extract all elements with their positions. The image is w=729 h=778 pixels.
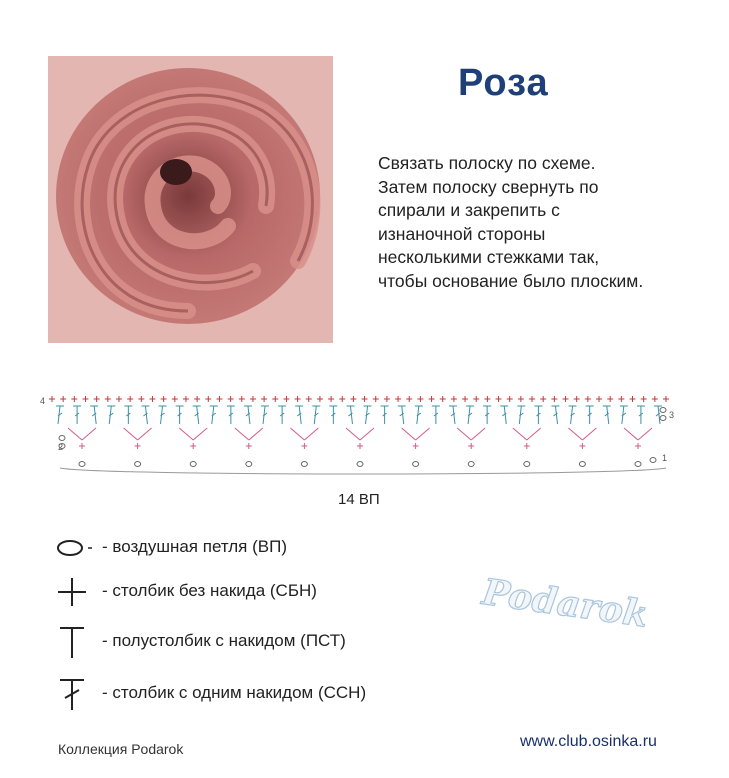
podarok-watermark <box>470 568 670 638</box>
source-url[interactable]: www.club.osinka.ru <box>520 733 657 750</box>
instruction-line: несколькими стежками так, <box>378 247 600 267</box>
legend-item-chain <box>52 530 472 570</box>
fan-stitch <box>346 428 360 440</box>
treble-stitch <box>402 406 404 424</box>
fan-stitch <box>416 428 430 440</box>
legend-item-single <box>52 574 472 614</box>
fan-stitch <box>457 428 471 440</box>
fan-stitch <box>638 428 652 440</box>
fan-stitch <box>304 428 318 440</box>
instruction-line: изнаночной стороны <box>378 223 546 244</box>
fan-stitch <box>402 428 416 440</box>
chain-stitch <box>579 462 585 467</box>
fan-stitch <box>82 428 96 440</box>
treble-stitch <box>453 406 455 424</box>
collection-credit: Коллекция Podarok <box>58 741 184 757</box>
fan-stitch <box>582 428 596 440</box>
chain-stitch <box>660 408 666 413</box>
treble-stitch <box>145 406 147 424</box>
instruction-line: спирали и закрепить с <box>378 200 560 220</box>
fan-stitch <box>235 428 249 440</box>
treble-stitch <box>197 406 199 424</box>
instruction-line: чтобы основание было плоским. <box>378 270 644 291</box>
instruction-line: Затем полоску свернуть по <box>378 176 599 197</box>
rose-photo <box>48 56 333 343</box>
fan-stitch <box>124 428 138 440</box>
treble-stitch <box>555 406 557 424</box>
fan-stitch <box>527 428 541 440</box>
legend-item-treble <box>52 674 472 714</box>
fan-stitch <box>568 428 582 440</box>
fan-stitch <box>624 428 638 440</box>
repeat-label: 14 ВП <box>338 491 380 508</box>
crossed-t-stitch-icon <box>52 674 92 714</box>
fan-stitch <box>138 428 152 440</box>
row-number-3: 3 <box>669 410 675 420</box>
instruction-line: Связать полоску по схеме. <box>378 153 596 173</box>
fan-stitch <box>179 428 193 440</box>
legend-label: - столбик без накида (СБН) <box>102 581 317 600</box>
fan-stitch <box>513 428 527 440</box>
fan-stitch <box>360 428 374 440</box>
page-title: Роза <box>458 62 549 104</box>
t-stitch-icon <box>52 622 92 662</box>
watermark-text: Podarok <box>479 570 651 636</box>
fan-stitch <box>290 428 304 440</box>
chain-stitch <box>301 462 307 467</box>
fan-stitch <box>249 428 263 440</box>
chain-baseline <box>60 468 666 474</box>
treble-stitch <box>94 406 96 424</box>
crochet-pattern-chart <box>38 390 688 490</box>
treble-stitch <box>350 406 352 424</box>
chain-oval-icon <box>52 530 92 570</box>
chain-stitch <box>190 462 196 467</box>
chain-stitch <box>660 416 666 421</box>
crochet-rose-image <box>48 56 333 343</box>
legend-label: - полустолбик с накидом (ПСТ) <box>102 631 346 650</box>
legend-item-half-treble <box>52 622 472 662</box>
instructions-text <box>378 152 718 293</box>
treble-stitch <box>658 406 660 424</box>
chain-stitch <box>635 462 641 467</box>
chain-stitch <box>135 462 141 467</box>
treble-stitch <box>607 406 609 424</box>
chain-stitch <box>650 458 656 463</box>
fan-stitch <box>471 428 485 440</box>
chain-stitch <box>357 462 363 467</box>
chain-stitch <box>59 436 65 441</box>
chain-stitch <box>79 462 85 467</box>
treble-stitch <box>248 406 250 424</box>
chain-stitch <box>468 462 474 467</box>
treble-stitch <box>299 406 301 424</box>
chain-stitch <box>524 462 530 467</box>
legend-label: - столбик с одним накидом (ССН) <box>102 683 367 702</box>
row-number-2: 2 <box>58 442 64 452</box>
fan-stitch <box>68 428 82 440</box>
legend-label: - воздушная петля (ВП) <box>102 537 287 556</box>
cross-icon <box>52 574 92 614</box>
treble-stitch <box>504 406 506 424</box>
fan-stitch <box>193 428 207 440</box>
chain-stitch <box>413 462 419 467</box>
row-number-4: 4 <box>40 396 46 406</box>
chain-stitch <box>246 462 252 467</box>
row-number-1: 1 <box>662 453 668 463</box>
